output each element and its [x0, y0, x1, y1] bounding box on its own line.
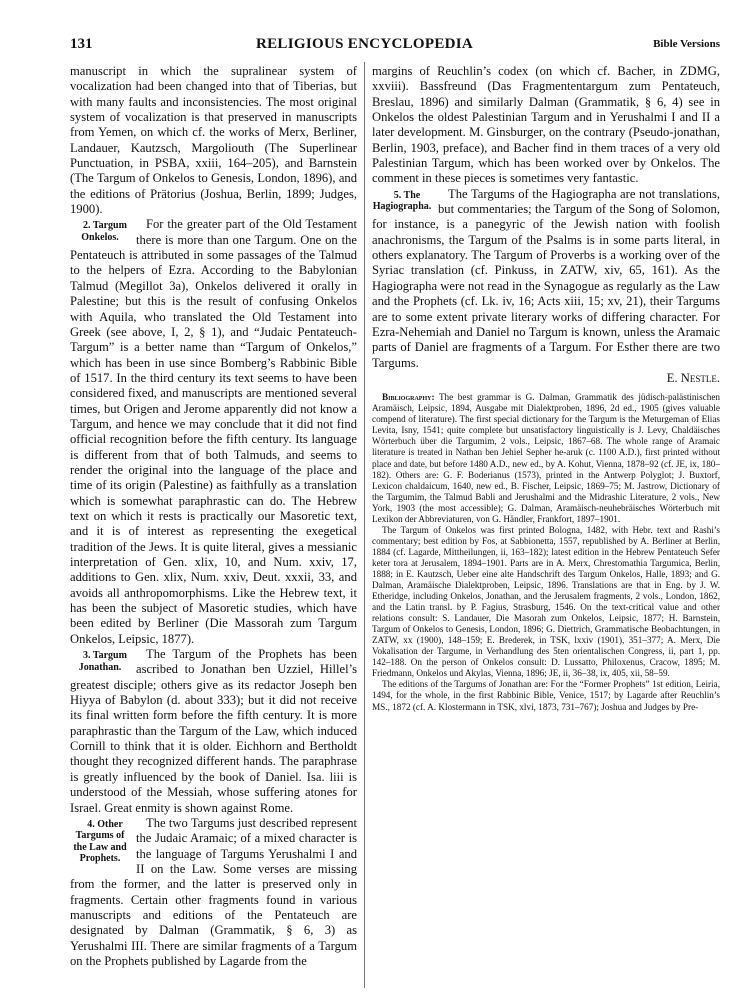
- paragraph: manuscript in which the supralinear system of vocalization had been changed into that of Tiberias, but with many faults and inconsistencies. The most original system of vocalization is that preserved in manuscripts from Yemen, on which cf. the works of Merx, Berliner, Landauer, Kautzsch, Margoliouth (The Superlinear Punctuation, in PSBA, xxiii, 164–205), and Barnstein (The Targum of Onkelos to Genesis, London, 1896), and the editions of Prätorius (Joshua, Berlin, 1899; Judges, 1900).: [70, 64, 357, 217]
- sidenote-targum-jonathan: 3. Targum Jonathan.: [78, 650, 127, 673]
- bibliography: [372, 392, 720, 712]
- paragraph-text: The Targums of the Hagiographa are not translations, but commentaries; the Targum of the Song of Solomon, for instance, is a panegyric of the Jewish nation with foolish anachronisms, the Targum of the Psalms is in some parts literal, in others explanatory. The Targum of Proverbs is a working over of the Syriac translation (cf. Pinkuss, in ZATW, xiv, 65, 161). As the Hagiographa were not read in the Synagogue as regularly as the Law and the Prophets (cf. Lk. iv, 16; Acts xiii, 15; xv, 21), their Targums are to some extent private literary works of differing character. For Ezra-Nehemiah and Daniel no Targum is known, unless the Aramaic parts of Daniel are fragments of a Targum. For Esther there are two Targums.: [372, 186, 720, 370]
- page-header: [70, 36, 720, 56]
- bibliography-paragraph: [372, 392, 720, 525]
- sidenote-targum-onkelos: 2. Targum Onkelos.: [81, 220, 127, 243]
- paragraph-other-targums: [70, 816, 357, 969]
- left-column: [70, 64, 357, 989]
- bibliography-text: The best grammar is G. Dalman, Grammatik des jüdisch-palästinischen Aramäisch, Leipsic, 1894, Ausgabe mit Dialektproben, 1896, 2d ed., 1905 (gives valuable compend of literature). The first special dictionary for the Targum is the Meturgeman of Elias Levita, Isny, 1541; quite complete but unsatisfactory linguistically is J. Levy, Chaldäisches Wörterbuch über die Targumim, 2 vols., Leipsic, 1867–68. The whole range of Aramaic literature is treated in Nathan ben Jehiel Sepher he-aruk (c. 1100 A.D.), first printed without place and date, but before 1480 A.D., new ed., by A. Kohut, Vienna, 1878–92 (cf. JE, ix, 180–182). Others are: G. F. Boderianus (1573), printed in the Antwerp Polyglot; J. Buxtorf, Lexicon chaldaicum, 1640, new ed., B. Fischer, Leipsic, 1869–75; M. Jastrow, Dictionary of the Targumim, the Talmud Babli and Jerushalmi and the Midrashic Literature, 2 vols., New York, 1903 (the most accessible); G. Dalman, Aramäisch-neuhebräisches Wörterbuch mit Lexikon der Abbreviaturen, von G. Händler, Frankfort, 1897–1901.: [372, 392, 720, 524]
- bibliography-label: Bibliography:: [382, 392, 435, 403]
- paragraph-targum-jonathan: [70, 647, 357, 816]
- sidenote-other-targums: 4. Other Targums of the Law and Prophets.: [73, 818, 127, 865]
- paragraph-targum-onkelos: [70, 217, 357, 647]
- bibliography-paragraph: The editions of the Targums of Jonathan are: For the “Former Prophets” 1st edition, Leiria, 1494, for the whole, in the first Rabbinic Bible, Venice, 1517; by Lagarde after Reuchlin’s MS., 1872 (cf. A. Klostermann in TSK, xlvi, 1873, 731–767); Joshua and Judges by Pre-: [372, 679, 720, 712]
- paragraph-text: For the greater part of the Old Testament there is more than one Targum. One on the Pentateuch is attributed in some passages of the Talmud to the helpers of Ezra. According to the Babylonian Talmud (Megillot 3a), Onkelos delivered it orally in Palestine; but this is the result of confusing Onkelos with Aquila, who translated the Old Testament into Greek (see above, I, 2, § 1), and “Judaic Pentateuch-Targum” is a better name than “Targum of Onkelos,” which has been in use since Bomberg’s Rabbinic Bible of 1517. In the third century its text seems to have been considered fixed, and manuscripts are mentioned several times, but Origen and Jerome apparently did not know a Targum, and hence we may conclude that it did not find official recognition before the fifth century. Its language is different from that of both Talmuds, and seems to render the original into the language of the place and time of its origin (Palestine) as faithfully as a translation which is somewhat paraphrastic can do. The Hebrew text on which it rests is practically our Masoretic text, and it is of interest as representing the exegetical tradition of the Jews. It is quite literal, gives a messianic interpretation of Gen. xlix, 10, and Num. xxiv, 17, additions to Gen. xlix, Num. xxiv, Deut. xxxii, 33, and avoids all anthropomorphisms. Like the Hebrew text, it has been the subject of Masoretic studies, which have been edited by Berliner (Die Massorah zum Targum Onkelos, Leipsic, 1877).: [70, 217, 357, 646]
- paragraph: margins of Reuchlin’s codex (on which cf. Bacher, in ZDMG, xxviii). Bassfreund (Das Fragmententargum zum Pentateuch, Breslau, 1896) and similarly Dalman (Grammatik, § 6, 4) see in Onkelos the oldest Palestinian Targum and in Yerushalmi I and II a later development. M. Ginsburger, on the contrary (Pseudo-jonathan, Berlin, 1903, preface), and Bacher find in them traces of a very old Palestinian Targum, which has been worked over by Onkelos. The comment in these pieces is sometimes very fantastic.: [372, 64, 720, 186]
- paragraph-text: The Targum of the Prophets has been ascribed to Jonathan ben Uzziel, Hillel’s greatest disciple; others give as its redactor Joseph ben Hiyya of Babylon (d. about 333); but it did not receive its final written form before the fifth century. It is more paraphrastic than the Targum of the Law, which induced Cornill to think that it is older. Eichhorn and Bertholdt thought they recognized different hands. The paraphrase is greatly influenced by the book of Daniel. Isa. liii is understood of the Messiah, whose suffering atones for Israel. Great enmity is shown against Rome.: [70, 647, 357, 815]
- section-title: Bible Versions: [653, 38, 720, 50]
- paragraph-text: The two Targums just described represent the Judaic Aramaic; of a mixed character is the language of Targums Yerushalmi I and II on the Law. Some verses are missing from the former, and the latter is preserved only in fragments. Certain other fragments found in various manuscripts and editions of the Pentateuch are designated by Dalman (Grammatik, § 6, 3) as Yerushalmi III. There are similar fragments of a Targum on the Prophets published by Lagarde from the: [70, 815, 357, 968]
- right-column: [372, 64, 720, 989]
- author-signature: E. Nestle.: [666, 370, 720, 385]
- column-divider: [364, 62, 365, 988]
- page-number: 131: [70, 36, 93, 52]
- bibliography-paragraph: The Targum of Onkelos was first printed Bologna, 1482, with Hebr. text and Rashi’s commentary; best edition by Fos, at Sabbionetta, 1557, republished by A. Berliner at Berlin, 1884 (cf. Lagarde, Mittheilungen, ii, 163–182); latest edition in the Hebrew Pentateuch Sefer keter tora at Jerusalem, 1894–1901. Parts are in A. Merx, Chrestomathia Targumica, Berlin, 1888; in E. Kautzsch, Ueber eine alte Handschrift des Targum Onkelos, Halle, 1893; and G. Dalman, Aramäische Dialektproben, Leipsic, 1896. Translations are that in Eng. by J. W. Etheridge, including Onkelos, Jonathan, and the Jerusalem fragments, 2 vols., London, 1862, and the Latin transl. by P. Fagius, Strasburg, 1546. On the text-critical value and other relations consult: S. Landauer, Die Masorah zum Onkelos, Leipsic, 1877; H. Barnstein, Targum of Onkelos to Genesis, London, 1896; G. Diettrich, Grammatische Beobachtungen, in ZATW, xx (1900), 148–159; E. Brederek, in TSK, lxxiv (1901), 351–377; A. Merx, Die Vokalisation der Targume, in Verhandlung des 5ten orientalischen Congress, ii, part 1, pp. 142–188. On the person of Onkelos consult: D. Lussatto, Philoxenus, Cracow, 1895; M. Friedmann, Onkelos und Akylas, Vienna, 1896; JE, ii, 36–38, ix, 405, xii, 58–59.: [372, 524, 720, 679]
- paragraph-hagiographa: [372, 187, 720, 371]
- running-title: RELIGIOUS ENCYCLOPEDIA: [256, 36, 474, 52]
- sidenote-hagiographa: 5. The Hagiographa.: [372, 189, 432, 213]
